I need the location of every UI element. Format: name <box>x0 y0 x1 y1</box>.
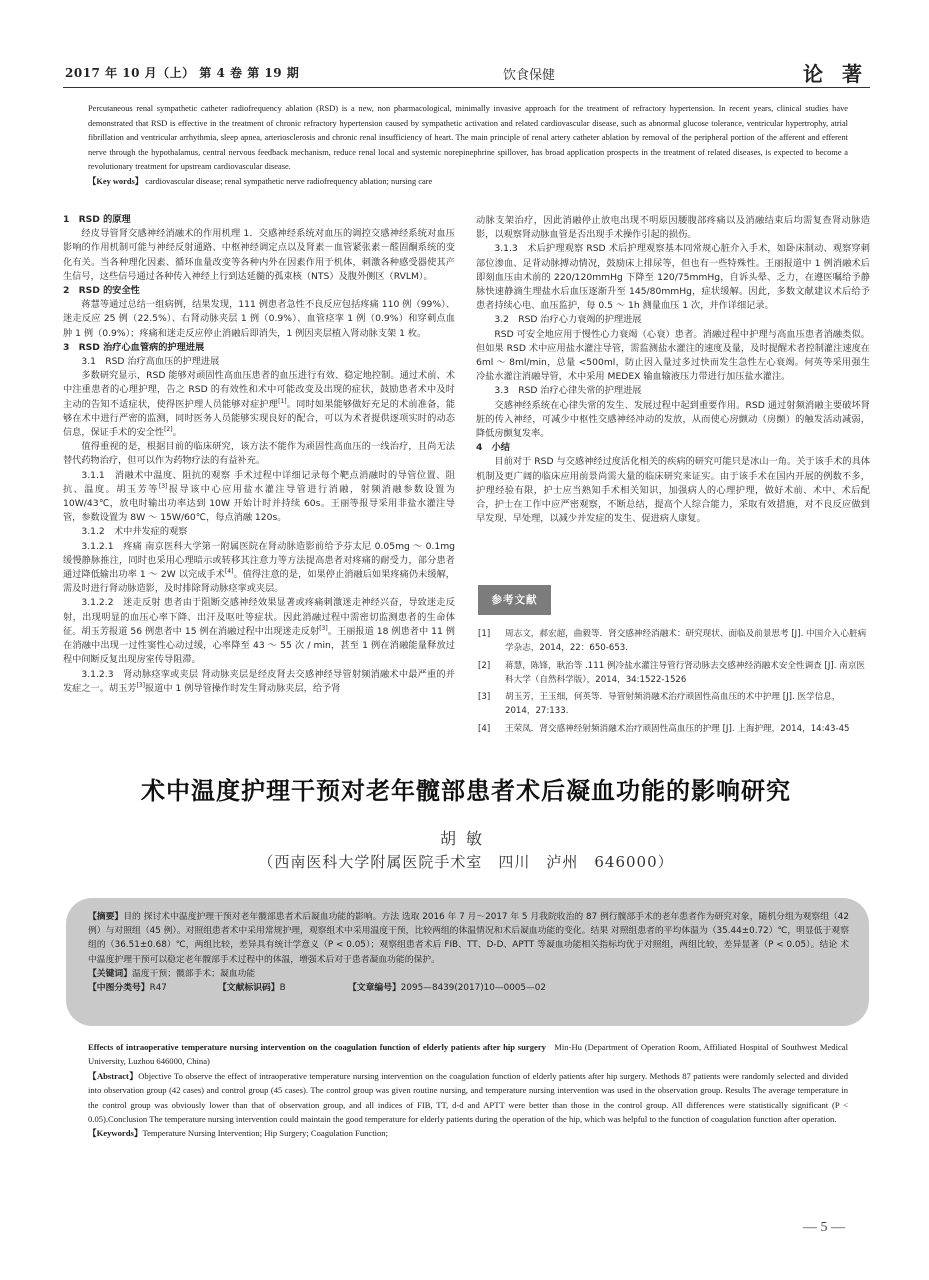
prev-abstract-en <box>88 102 848 190</box>
article-title: 术中温度护理干预对老年髋部患者术后凝血功能的影响研究 <box>141 777 791 805</box>
right-column <box>476 214 870 526</box>
subsection-heading: 3.1 RSD 治疗高血压的护理进展 <box>81 356 220 368</box>
citation: [2] <box>164 426 173 434</box>
journal-issue: 2017 年 10 月（上） 第 4 卷 第 19 期 <box>65 66 300 80</box>
abstract-en: Effects of intraoperative temperature nursing intervention on the coagulation function of elderly patients after hip surgery Min-Hu (Department of Operation Room, Affiliated Hospital of Southwest Medical University, Luzhou 646000, China) 【Abstract】Objective To observe the effect of intraoperative temperature nursing intervention on the coagulation function of elderly patients after hip surgery. Methods 87 patients were randomly selected and divided into observation group (42 cases) and control group (45 cases). The control group was given routine nursing, and temperature nursing intervention was used in the observation group. Results The average temperature in the control group was obviously lower than that of observation group, and all indices of FIB, TT, d-d and APTT were better than those in the control group. All differences were statistically significant (P < 0.05).Conclusion The temperature nursing intervention could maintain the good temperature for elderly patients during the operation of the hip, which was helpful to the function of coagulation function after operation. 【Keywords】Temperature Nursing Intervention; Hip Surgery; Coagulation Function; <box>88 1042 849 1139</box>
page-number: — 5 — <box>803 1220 845 1235</box>
citation: [3] <box>136 681 145 689</box>
running-header <box>63 58 870 88</box>
section-label: 论 著 <box>803 62 868 86</box>
keywords-cn: 【关键词】温度干预；髋部手术；凝血功能 <box>88 968 256 979</box>
reference-item: [3] 胡玉芳，王玉细，何英等．导管射频消融术治疗顽固性高血压的术中护理 [J]. 医学信息，2014，27:133. <box>478 692 841 717</box>
citation: [1] <box>278 397 287 405</box>
paragraph: 经皮导管肾交感神经消融术的作用机理 1．交感神经系统对血压的调控交感神经系统对血压影响的作用机制可能与神经反射通路、中枢神经调定点以及肾素－血管紧张素－醛固酮系统的变化有关。当各种理化因素、循环血量改变等各种内外在因素作用于机体，刺激各种感受器使其产生信号，这些信号通过各种传入神经上行到达延髓的孤束核（NTS）及腹外侧区（RVLM）。 <box>63 228 455 282</box>
left-column <box>63 213 455 696</box>
paragraph: 3.1.1 消融术中温度、阻抗的观察 手术过程中详细记录每个靶点消融时的导管位置、阻抗、温度。胡玉芳等[3]报导该中心应用盐水灌注导管进行消融，射频消融参数设置为 10W/43℃，放电时输出功率达到 10W 开始计时并持续 60s。王丽等报导采用非盐水灌注导管，参数设置为 8W ～ 15W/60℃，每点消融 120s。 <box>63 469 455 524</box>
article-author: 胡敏 <box>439 829 492 848</box>
article-affiliation: （西南医科大学附属医院手术室 四川 泸州 646000） <box>258 853 674 871</box>
journal-name: 饮食保健 <box>503 68 556 83</box>
reference-item: [2] 蒋慧，陈锋，耿治等 .111 例冷盐水灌注导管行肾动脉去交感神经消融术安全性调查 [J]. 南京医科大学（自然科学版），2014，34:1522-1526 <box>478 660 866 685</box>
citation: [3] <box>319 624 328 632</box>
en-author-affiliation: Min-Hu (Department of Operation Room, Affiliated Hospital of Southwest Medical University, Luzhou 646000, China) <box>88 1042 848 1067</box>
paragraph: 目前对于 RSD 与交感神经过度活化相关的疾病的研究可能只是冰山一角。关于该手术的具体机制及更广阔的临床应用前景尚需大量的临床研究来证实。由于该手术在国内开展的例数不多，护理经验有限，护士应当熟知手术相关知识，加强病人的心理护理，做好术前、术中、术后配合，护士在工作中应严密观察，不断总结，提高个人综合能力，采取有效措施，对不良反应做到早发现、早处理，以减少并发症的发生、促进病人康复。 <box>476 456 870 525</box>
subsection-heading: 3.3 RSD 治疗心律失常的护理进展 <box>494 385 642 397</box>
paragraph: 3.1.3 术后护理观察 RSD 术后护理观察基本同常规心脏介入手术，如卧床制动、观察穿刺部位渗血、足背动脉搏动情况，鼓励床上排尿等，但也有一些特殊性。王丽报道中 1 例消融术后即刻血压由术前的 220/120mmHg 下降至 120/75mmHg，自诉头晕、乏力，在遵医嘱给予静脉快速静滴生理盐水后血压逐渐升至 145/80mmHg，症状缓解。因此，多数文献建议术后给予患者持续心电、血压监护，每 0.5 ～ 1h 测量血压 1 次，并作详细记录。 <box>476 243 870 312</box>
references-heading: 参考文献 <box>478 585 551 615</box>
abstract-box <box>66 898 869 1026</box>
prev-keywords: cardiovascular disease; renal sympathetic nerve radiofrequency ablation; nursing care <box>145 176 433 186</box>
prev-abstract-text: Percutaneous renal sympathetic catheter radiofrequency ablation (RSD) is a new, non pharmacological, minimally invasive approach for the treatment of refractory hypertension. In recent years, clinical studies have demonstrated that RSD is effective in the treatment of chronic refractory hypertension caused by sympathetic activation and related cardiovascular disease, such as abnormal glucose tolerance, ventricular hypertrophy, atrial fibrillation and ventricular arrhythmia, sleep apnea, arteriosclerosis and chronic renal insufficiency of heart. The main principle of renal artery catheter ablation by removal of the peripheral portion of the afferent and efferent nerve through the hypothalamus, central nervous feedback mechanism, reduce renal local and systemic norepinephrine spillover, has broad application prospects in the treatment of related diseases, is expected to become a revolutionary treatment for upstream cardiovascular disease. <box>88 104 848 172</box>
section-heading: 3 RSD 治疗心血管病的护理进展 <box>63 341 205 353</box>
citation: [4] <box>224 568 234 576</box>
paragraph: 3.1.2.2 迷走反射 患者由于阻断交感神经效果显著或疼痛刺激迷走神经兴奋，导致迷走反射，出现明显的血压心率下降、出汗及呕吐等症状。因此消融过程中需密切监测患者的生命体征。胡玉芳报道 56 例患者中 15 例在消融过程中出现迷走反射[3]。王丽报道 18 例患者中 11 例在消融中出现一过性窦性心动过缓，心率降至 43 ～ 55 次 / min，甚至 1 例在消融能量释放过程中间断反复出现房室传导阻滞。 <box>63 597 455 666</box>
reference-list <box>478 627 870 739</box>
subsection-heading: 3.2 RSD 治疗心力衰竭的护理进展 <box>494 314 642 326</box>
en-keywords: Temperature Nursing Intervention; Hip Surgery; Coagulation Function; <box>142 1128 388 1139</box>
section-heading: 4 小结 <box>476 442 510 454</box>
paragraph: 交感神经系统在心律失常的发生、发展过程中起到重要作用。RSD 通过射频消融主要破坏肾脏的传入神经，可减少中枢性交感神经冲动的发放，从而使心房颤动（房颤）的触发活动减弱，降低房颤复发率。 <box>476 399 870 440</box>
section-heading: 1 RSD 的原理 <box>63 214 131 225</box>
reference-item: [4] 王荣凤．肾交感神经射频消融术治疗顽固性高血压的护理 [J]. 上海护理，2014，14:43-45 <box>478 723 850 734</box>
classification-row: 【中图分类号】R47 【文献标识码】B 【文章编号】2095—8439(2017)10—0005—02 <box>88 983 546 994</box>
paragraph: RSD 可安全地应用于慢性心力衰竭（心衰）患者。消融过程中护理与高血压患者消融类似。但如果 RSD 术中应用盐水灌注导管，需监测盐水灌注的速度及量，及时提醒术者控制灌注速度在 6ml ～ 8ml/min，总量 <500ml，防止因入量过多过快而发生急性左心衰竭。何英等采用强生冷盐水灌注消融导管，术中采用 MEDEX 输血输液压力带进行加压盐水灌注。 <box>476 328 870 383</box>
paragraph: 值得重视的是，根据目前的临床研究，该方法不能作为顽固性高血压的一线治疗，且尚无法替代药物治疗，但可以作为药物疗法的有益补充。 <box>63 441 455 467</box>
paragraph: 3.1.2.1 疼痛 南京医科大学第一附属医院在肾动脉造影前给予芬太尼 0.05mg ～ 0.1mg 缓慢静脉推注，同时也采用心理暗示或转移其注意力等方法提高患者对疼痛的耐受力，部分患者通过降低输出功率 1 ～ 2W 以完成手术[4]。值得注意的是，如果停止消融后如果疼痛仍未缓解，需及时进行肾动脉造影，及时排除肾动脉痉挛或夹层。 <box>63 540 455 595</box>
paragraph: 3.1.2.3 肾动脉痉挛或夹层 肾动脉夹层是经皮肾去交感神经导管射频消融术中最严重的并发症之一。胡玉芳[3]报道中 1 例导管操作时发生肾动脉夹层，给予肾 <box>63 668 455 694</box>
reference-item: [1] 周志文，郝宏超，曲毅等．肾交感神经消融术：研究现状、面临及前景思考 [J]. 中国介入心脏病学杂志，2014，22：650-653. <box>478 629 867 654</box>
en-title: Effects of intraoperative temperature nursing intervention on the coagulation function of elderly patients after hip surgery <box>88 1042 546 1052</box>
paragraph: 动脉支架治疗，因此消融停止放电出现不明原因腰腹部疼痛以及消融结束后均需复查肾动脉造影，以观察肾动脉血管是否出现手术操作引起的损伤。 <box>476 215 870 241</box>
paragraph: 蒋慧等通过总结一组病例，结果发现，111 例患者急性不良反应包括疼痛 110 例（99%）、迷走反应 25 例（22.5%）、右肾动脉夹层 1 例（0.9%）、血管痉挛 1 例（0.9%）和穿刺点血肿 1 例（0.9%）；疼痛和迷走反应停止消融后即消失，1 例因夹层植入肾动脉支架 1 枚。 <box>63 299 455 339</box>
en-abstract-text: Objective To observe the effect of intraoperative temperature nursing intervention on the coagulation function of elderly patients after hip surgery. Methods 87 patients were randomly selected and divided into observation group (42 cases) and control group (45 cases). The control group was given routine nursing, and temperature nursing intervention was used in the observation group. Results The average temperature in the control group was obviously lower than that of observation group, and all indices of FIB, TT, d-d and APTT were better than those in the control group. All differences were statistically significant (P < 0.05).Conclusion The temperature nursing intervention could maintain the good temperature for elderly patients during the operation of the hip, which was helpful to the function of coagulation function after operation. <box>88 1070 849 1125</box>
citation: [3] <box>158 482 168 490</box>
subsection-heading: 3.1.2 术中并发症的观察 <box>81 526 188 538</box>
prev-keywords-label: 【Key words】 <box>88 176 144 186</box>
paragraph: 多数研究显示，RSD 能够对顽固性高血压患者的血压进行有效、稳定地控制。通过术前、术中注重患者的心理护理，告之 RSD 的有效性和术中可能改变及出现的症状，鼓励患者术中及时主动的告知不适症状，使得医护理人员能够对症护理[1]。同时如果能够做好充足的术前准备，能够在术中进行严密的监测，同时医务人员能够实现良好的配合，可以为术者提供逐项实时的动态信息，保证手术的安全性[2]。 <box>63 370 456 439</box>
section-heading: 2 RSD 的安全性 <box>63 285 140 297</box>
abstract-cn: 【摘要】目的 探讨术中温度护理干预对老年髋部患者术后凝血功能的影响。方法 选取 2016 年 7 月～2017 年 5 月我院收治的 87 例行髋部手术的老年患者作为研究对象，随机分组为观察组（42 例）与对照组（45 例）。对照组患者术中采用常规护理，观察组术中采用温度干预，比较两组的体温情况和术后凝血功能的变化。结果 对照组患者的平均体温为（35.44±0.72）℃，明显低于观察组的（36.51±0.68）℃，两组比较，差异具有统计学意义（P < 0.05）；观察组患者术后 FIB、TT、D-D、APTT 等凝血功能相关指标均优于对照组，两组比较，差异显著（P < 0.05）。结论 术中温度护理干预可以稳定老年髋部手术过程中的体温，增强术后对于患者凝血功能的保护。 <box>88 912 849 965</box>
